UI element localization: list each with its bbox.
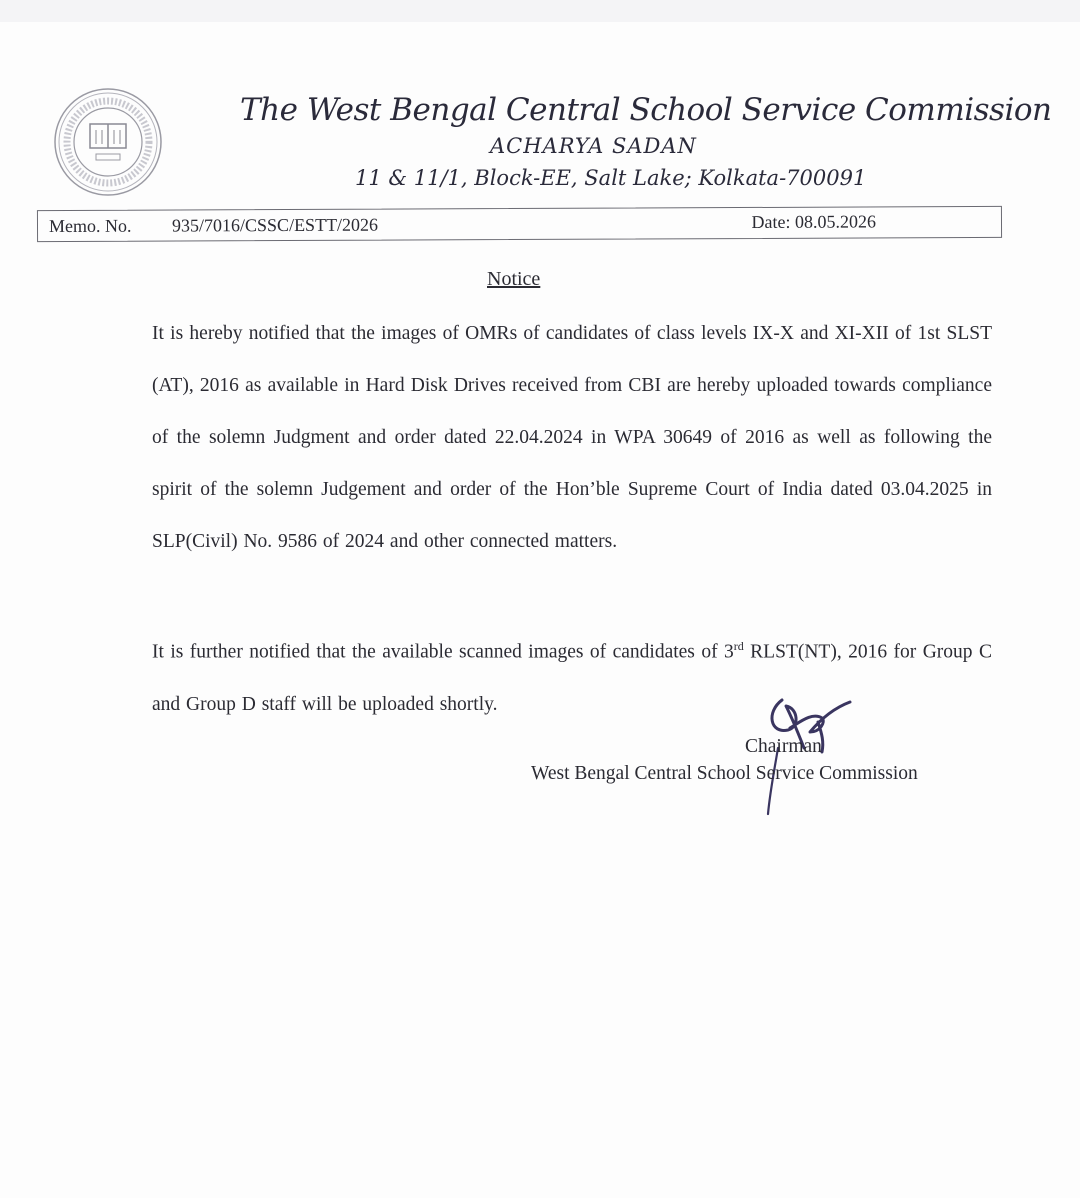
memo-date: Date: 08.05.2026 xyxy=(751,211,877,232)
ordinal-suffix: rd xyxy=(733,639,744,653)
organization-address: 11 & 11/1, Block-EE, Salt Lake; Kolkata-700091 xyxy=(355,166,867,190)
notice-paragraph-1: It is hereby notified that the images of OMRs of candidates of class levels IX-X and XI-XII of 1st SLST (AT), 2016 as available in Hard Disk Drives received from CBI are hereby uploaded towards compliance of the solemn Judgment and order dated 22.04.2024 in WPA 30649 of 2016 as well as following the spirit of the solemn Judgement and order of the Hon’ble Supreme Court of India dated 03.04.2025 in SLP(Civil) No. 9586 of 2024 and other connected matters. xyxy=(152,323,992,552)
signatory-title: Chairman xyxy=(745,736,822,757)
notice-heading: Notice xyxy=(487,268,541,290)
paragraph-2-text-start: It is further notified that the available scanned images of candidates of 3 xyxy=(152,641,734,663)
memo-label: Memo. No. xyxy=(48,215,132,237)
commission-seal-icon xyxy=(52,86,164,198)
paragraph-2-text-end: RLST(NT), 2016 for Group C and Group D staff will be uploaded shortly. xyxy=(152,641,992,715)
notice-page xyxy=(0,22,1080,1198)
organization-title: The West Bengal Central School Service Commission xyxy=(240,92,1052,128)
memo-number: 935/7016/CSSC/ESTT/2026 xyxy=(171,214,379,236)
building-name: ACHARYA SADAN xyxy=(490,134,697,158)
memo-box xyxy=(37,206,1002,242)
signatory-organization: West Bengal Central School Service Commission xyxy=(531,763,918,784)
